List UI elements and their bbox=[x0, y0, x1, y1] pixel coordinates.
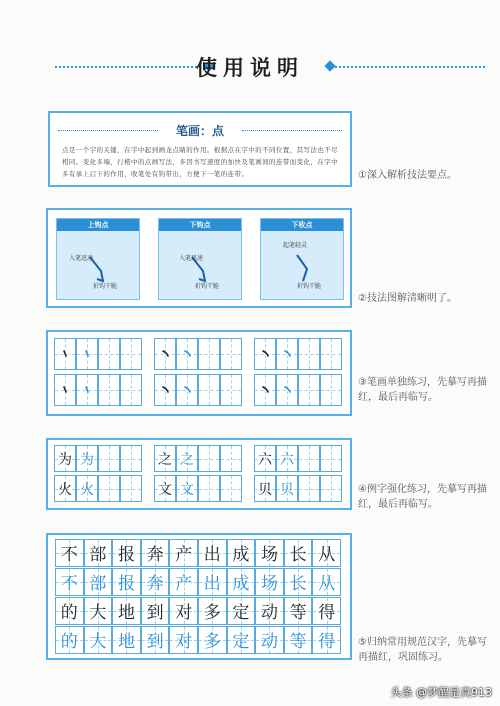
practice-char: 地 bbox=[117, 632, 135, 653]
practice-char: 长 bbox=[289, 574, 307, 595]
example-char-box bbox=[98, 445, 120, 472]
practice-char: 之 bbox=[158, 451, 172, 468]
common-char-box bbox=[55, 568, 84, 596]
intro-text: 点是一个字的关键，在字中起到画龙点睛的作用。根据点在字中的不同位置，其写法也不尽相同。变化多端，行楷中的点画写法，多因书写速度的加快及笔画间的连带而变化，在字中多有承上启下的作用，收笔处有钩带出，方便下一笔的连带。 bbox=[62, 146, 338, 178]
caption-3: ③笔画单独练习，先摹写再描红，最后再临写。 bbox=[358, 377, 487, 403]
common-char-box bbox=[112, 539, 141, 567]
practice-char: 地 bbox=[117, 603, 135, 624]
stroke-practice-box bbox=[120, 338, 142, 370]
example-char-box bbox=[254, 475, 276, 502]
diagram-label: 折钩干脆 bbox=[195, 283, 220, 290]
example-char-box bbox=[76, 445, 98, 472]
caption-2: ②技法图解清晰明了。 bbox=[358, 293, 457, 304]
stroke-practice-box bbox=[298, 374, 320, 406]
common-char-box bbox=[284, 626, 313, 654]
common-char-box bbox=[112, 626, 141, 654]
practice-char: 定 bbox=[232, 632, 250, 653]
example-char-box bbox=[220, 475, 242, 502]
diagram-label: 入笔迅速 bbox=[69, 255, 94, 262]
title-dotline-right bbox=[335, 66, 485, 68]
practice-char: 大 bbox=[89, 603, 107, 624]
dot-stroke-icon bbox=[177, 375, 197, 405]
common-char-panel bbox=[46, 533, 352, 660]
stroke-practice-box bbox=[54, 338, 76, 370]
intro-panel bbox=[48, 111, 352, 187]
diagram-title: 上钩点 bbox=[57, 219, 139, 231]
stroke-practice-box bbox=[176, 338, 198, 370]
practice-char: 对 bbox=[175, 603, 193, 624]
stroke-practice-box bbox=[276, 338, 298, 370]
practice-char: 成 bbox=[232, 574, 250, 595]
common-char-box bbox=[255, 626, 284, 654]
diagram-label: 入笔迅速 bbox=[179, 255, 204, 262]
practice-char: 出 bbox=[203, 545, 221, 566]
stroke-practice-box bbox=[54, 374, 76, 406]
common-char-box bbox=[141, 626, 170, 654]
practice-char: 文 bbox=[158, 481, 172, 498]
practice-char: 的 bbox=[60, 632, 78, 653]
dot-stroke-icon bbox=[55, 339, 75, 369]
diagram-title: 下收点 bbox=[261, 219, 343, 231]
diagram-card-2 bbox=[158, 218, 242, 300]
example-char-box bbox=[120, 475, 142, 502]
common-char-box bbox=[55, 597, 84, 625]
stroke-practice-box bbox=[254, 374, 276, 406]
stroke-practice-box bbox=[154, 338, 176, 370]
example-char-box bbox=[76, 475, 98, 502]
common-char-box bbox=[312, 539, 341, 567]
common-char-box bbox=[312, 568, 341, 596]
intro-heading-bar bbox=[58, 123, 342, 139]
practice-char: 六 bbox=[258, 451, 272, 468]
diagram-card-1 bbox=[56, 218, 140, 300]
common-char-box bbox=[141, 539, 170, 567]
stroke-practice-box bbox=[120, 374, 142, 406]
practice-char: 动 bbox=[260, 603, 278, 624]
common-char-box bbox=[169, 597, 198, 625]
practice-char: 成 bbox=[232, 545, 250, 566]
dotline bbox=[242, 130, 342, 131]
stroke-practice-box bbox=[320, 374, 342, 406]
example-char-box bbox=[98, 475, 120, 502]
watermark: 头条 @梦醒是真913 bbox=[390, 686, 492, 699]
common-char-box bbox=[84, 568, 113, 596]
common-char-box bbox=[198, 539, 227, 567]
practice-char: 对 bbox=[175, 632, 193, 653]
practice-char: 到 bbox=[146, 632, 164, 653]
practice-char: 为 bbox=[80, 451, 94, 468]
common-char-box bbox=[198, 626, 227, 654]
example-char-box bbox=[176, 445, 198, 472]
example-char-box bbox=[176, 475, 198, 502]
common-char-box bbox=[112, 568, 141, 596]
stroke-practice-box bbox=[320, 338, 342, 370]
practice-char: 报 bbox=[117, 545, 135, 566]
common-char-box bbox=[169, 626, 198, 654]
stroke-practice-box bbox=[220, 374, 242, 406]
dot-stroke-icon bbox=[277, 339, 297, 369]
common-char-box bbox=[227, 626, 256, 654]
practice-char: 文 bbox=[180, 481, 194, 498]
diagram-label: 折钩干脆 bbox=[297, 283, 322, 290]
practice-char: 大 bbox=[89, 632, 107, 653]
common-char-box bbox=[198, 568, 227, 596]
dot-stroke-icon bbox=[277, 375, 297, 405]
common-char-box bbox=[84, 626, 113, 654]
example-char-box bbox=[54, 445, 76, 472]
stroke-practice-panel bbox=[46, 330, 352, 416]
example-char-box bbox=[198, 445, 220, 472]
practice-char: 不 bbox=[60, 574, 78, 595]
stroke-practice-box bbox=[76, 374, 98, 406]
dot-stroke-icon bbox=[77, 339, 97, 369]
practice-char: 场 bbox=[260, 545, 278, 566]
common-char-box bbox=[198, 597, 227, 625]
practice-char: 动 bbox=[260, 632, 278, 653]
common-char-box bbox=[312, 626, 341, 654]
dot-stroke-icon bbox=[77, 375, 97, 405]
practice-char: 得 bbox=[318, 632, 336, 653]
practice-char: 场 bbox=[260, 574, 278, 595]
practice-char: 等 bbox=[289, 632, 307, 653]
page-title: 使用说明 bbox=[196, 56, 304, 80]
example-char-box bbox=[120, 445, 142, 472]
common-char-box bbox=[312, 597, 341, 625]
common-char-box bbox=[55, 539, 84, 567]
practice-char: 火 bbox=[58, 481, 72, 498]
example-char-box bbox=[154, 475, 176, 502]
intro-heading: 笔画：点 bbox=[175, 124, 224, 138]
stroke-practice-box bbox=[176, 374, 198, 406]
common-char-box bbox=[141, 568, 170, 596]
practice-char: 部 bbox=[89, 545, 107, 566]
example-char-box bbox=[320, 445, 342, 472]
stroke-practice-box bbox=[98, 338, 120, 370]
example-char-box bbox=[254, 445, 276, 472]
practice-char: 为 bbox=[58, 451, 72, 468]
common-char-box bbox=[284, 597, 313, 625]
common-char-box bbox=[169, 539, 198, 567]
title-bar bbox=[0, 52, 500, 82]
stroke-practice-box bbox=[198, 374, 220, 406]
common-char-box bbox=[227, 568, 256, 596]
stroke-practice-box bbox=[76, 338, 98, 370]
diagram-label: 起笔轻灵 bbox=[283, 242, 308, 249]
example-char-box bbox=[54, 475, 76, 502]
diagram-label: 折钩干脆 bbox=[93, 283, 118, 290]
common-char-box bbox=[255, 597, 284, 625]
common-char-box bbox=[112, 597, 141, 625]
practice-char: 出 bbox=[203, 574, 221, 595]
diagram-card-3 bbox=[260, 218, 344, 300]
dot-stroke-icon bbox=[55, 375, 75, 405]
caption-4: ④例字强化练习，先摹写再描红，最后再临写。 bbox=[358, 484, 487, 510]
practice-char: 贝 bbox=[280, 481, 294, 498]
example-char-box bbox=[276, 445, 298, 472]
practice-char: 奔 bbox=[146, 574, 164, 595]
common-char-box bbox=[284, 539, 313, 567]
dot-stroke-icon bbox=[177, 339, 197, 369]
example-char-box bbox=[154, 445, 176, 472]
common-char-box bbox=[284, 568, 313, 596]
practice-char: 火 bbox=[80, 481, 94, 498]
common-char-box bbox=[169, 568, 198, 596]
example-char-panel bbox=[46, 438, 352, 510]
common-char-box bbox=[227, 539, 256, 567]
practice-char: 之 bbox=[180, 451, 194, 468]
stroke-practice-box bbox=[198, 338, 220, 370]
stroke-practice-box bbox=[220, 338, 242, 370]
stroke-practice-box bbox=[276, 374, 298, 406]
practice-char: 从 bbox=[318, 574, 336, 595]
practice-char: 产 bbox=[175, 545, 193, 566]
practice-char: 产 bbox=[175, 574, 193, 595]
practice-char: 定 bbox=[232, 603, 250, 624]
example-char-box bbox=[220, 445, 242, 472]
practice-char: 等 bbox=[289, 603, 307, 624]
practice-char: 多 bbox=[203, 632, 221, 653]
practice-char: 从 bbox=[318, 545, 336, 566]
dot-stroke-icon bbox=[155, 375, 175, 405]
example-char-box bbox=[320, 475, 342, 502]
practice-char: 报 bbox=[117, 574, 135, 595]
common-char-box bbox=[55, 626, 84, 654]
stroke-practice-box bbox=[154, 374, 176, 406]
practice-char: 奔 bbox=[146, 545, 164, 566]
dot-stroke-icon bbox=[255, 339, 275, 369]
common-char-box bbox=[255, 568, 284, 596]
practice-char: 的 bbox=[60, 603, 78, 624]
dot-stroke-icon bbox=[255, 375, 275, 405]
stroke-practice-box bbox=[254, 338, 276, 370]
common-char-box bbox=[84, 597, 113, 625]
common-char-box bbox=[227, 597, 256, 625]
diagram-title: 下钩点 bbox=[159, 219, 241, 231]
common-char-box bbox=[84, 539, 113, 567]
practice-char: 到 bbox=[146, 603, 164, 624]
practice-char: 部 bbox=[89, 574, 107, 595]
stroke-practice-box bbox=[298, 338, 320, 370]
example-char-box bbox=[276, 475, 298, 502]
practice-char: 得 bbox=[318, 603, 336, 624]
common-char-box bbox=[255, 539, 284, 567]
caption-1: ①深入解析技法要点。 bbox=[358, 170, 457, 181]
caption-5: ⑤归纳常用规范汉字，先摹写再描红，巩固练习。 bbox=[358, 637, 487, 663]
example-char-box bbox=[298, 445, 320, 472]
example-char-box bbox=[298, 475, 320, 502]
practice-char: 贝 bbox=[258, 481, 272, 498]
dot-stroke-icon bbox=[155, 339, 175, 369]
practice-char: 不 bbox=[60, 545, 78, 566]
example-char-box bbox=[198, 475, 220, 502]
stroke-practice-box bbox=[98, 374, 120, 406]
practice-char: 六 bbox=[280, 451, 294, 468]
diagram-panel bbox=[46, 208, 352, 308]
practice-char: 多 bbox=[203, 603, 221, 624]
practice-char: 长 bbox=[289, 545, 307, 566]
common-char-box bbox=[141, 597, 170, 625]
